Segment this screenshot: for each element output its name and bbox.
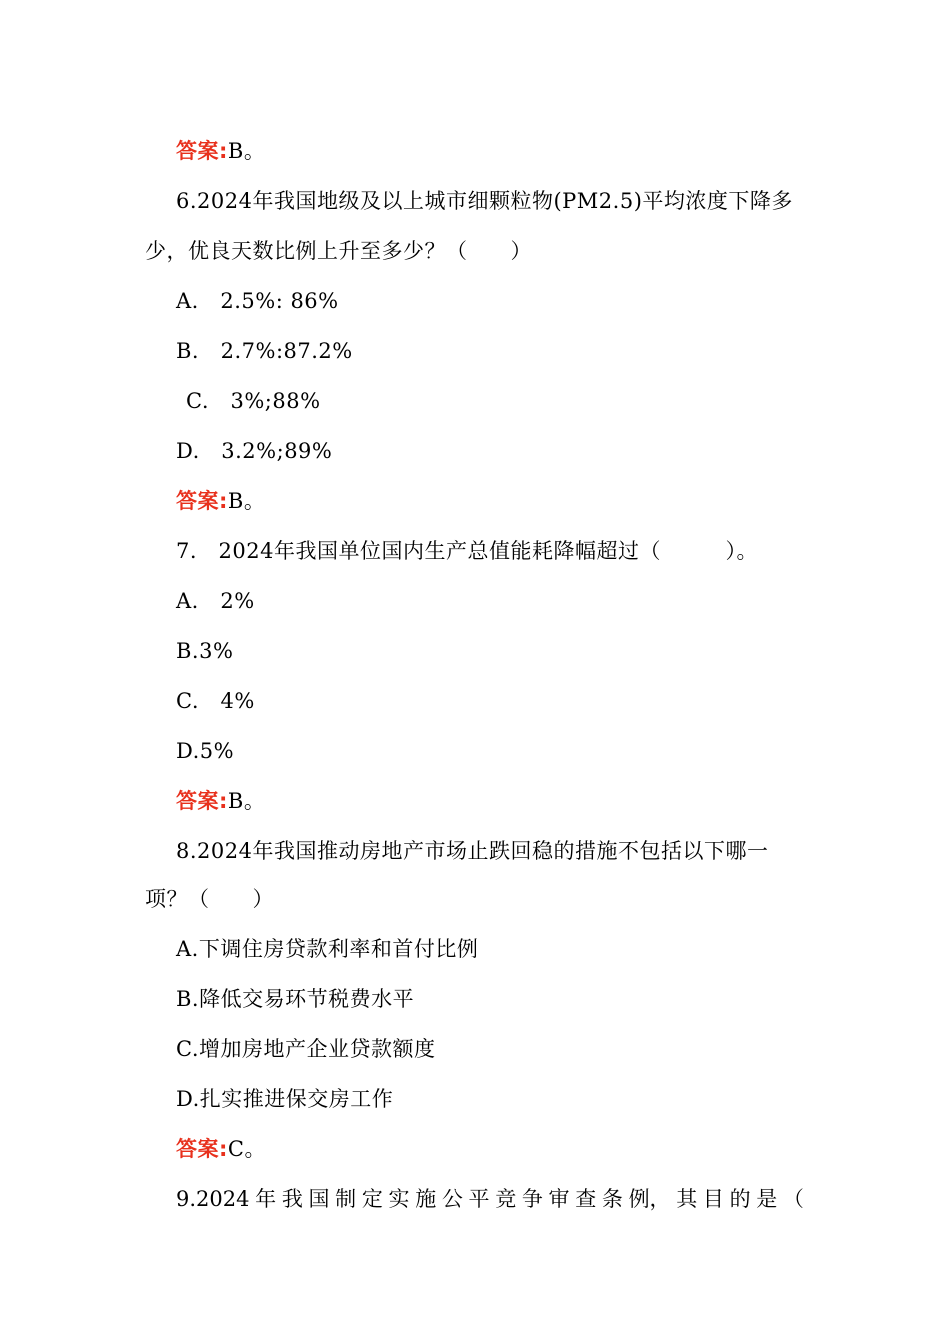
q9-part: 9.2024 — [176, 1187, 250, 1211]
q9-part: 审 — [548, 1187, 570, 1211]
question-6-option-d: D. 3.2%;89% — [176, 439, 333, 463]
q9-part: 条 — [601, 1187, 623, 1211]
question-8-option-d: D.扎实推进保交房工作 — [176, 1087, 394, 1111]
answer-value: B。 — [227, 489, 266, 513]
q9-part: 年 — [255, 1187, 277, 1211]
q9-part: 查 — [575, 1187, 597, 1211]
q9-part: 平 — [468, 1187, 490, 1211]
answer-q5 — [176, 136, 265, 166]
answer-q8 — [176, 1134, 266, 1164]
question-6-option-b: B. 2.7%:87.2% — [176, 339, 353, 363]
question-6-line-1: 6.2024年我国地级及以上城市细颗粒物(PM2.5)平均浓度下降多 — [176, 189, 793, 213]
answer-label: 答案: — [176, 1137, 228, 1161]
q9-part: 国 — [308, 1187, 330, 1211]
question-7-option-c: C. 4% — [176, 689, 255, 713]
question-9-line-1 — [176, 1184, 804, 1214]
q9-part: 施 — [415, 1187, 437, 1211]
question-7-option-b: B.3% — [176, 639, 234, 663]
question-8-option-a: A.下调住房贷款利率和首付比例 — [176, 937, 479, 961]
q9-part: 制 — [335, 1187, 357, 1211]
answer-label: 答案: — [176, 489, 228, 513]
question-7-option-d: D.5% — [176, 739, 235, 763]
question-8-option-b: B.降低交易环节税费水平 — [176, 987, 415, 1011]
answer-label: 答案: — [176, 789, 228, 813]
question-6-option-c: C. 3%;88% — [186, 389, 321, 413]
q9-part: 是 — [756, 1187, 778, 1211]
q9-part: （ — [782, 1187, 804, 1211]
answer-label: 答案: — [176, 139, 228, 163]
question-8-line-1: 8.2024年我国推动房地产市场止跌回稳的措施不包括以下哪一 — [176, 839, 769, 863]
q9-part: 实 — [388, 1187, 410, 1211]
q9-part: 竞 — [495, 1187, 517, 1211]
q9-part: 目 — [702, 1187, 724, 1211]
q9-part: 定 — [361, 1187, 383, 1211]
answer-q7 — [176, 786, 265, 816]
question-8-line-2: 项？（ ） — [145, 887, 274, 911]
question-7-line-1: 7. 2024年我国单位国内生产总值能耗降幅超过（ ）。 — [176, 539, 758, 563]
answer-value: B。 — [227, 139, 266, 163]
q9-part: 例， — [628, 1187, 671, 1211]
answer-q6 — [176, 486, 265, 516]
question-7-option-a: A. 2% — [176, 589, 255, 613]
question-6-option-a: A. 2.5%: 86% — [176, 289, 339, 313]
question-6-line-2: 少，优良天数比例上升至多少？（ ） — [145, 239, 532, 263]
q9-part: 我 — [281, 1187, 303, 1211]
answer-value: C。 — [227, 1137, 266, 1161]
q9-part: 的 — [729, 1187, 751, 1211]
q9-part: 其 — [676, 1187, 698, 1211]
q9-part: 争 — [521, 1187, 543, 1211]
q9-part: 公 — [441, 1187, 463, 1211]
question-8-option-c: C.增加房地产企业贷款额度 — [176, 1037, 436, 1061]
answer-value: B。 — [227, 789, 266, 813]
